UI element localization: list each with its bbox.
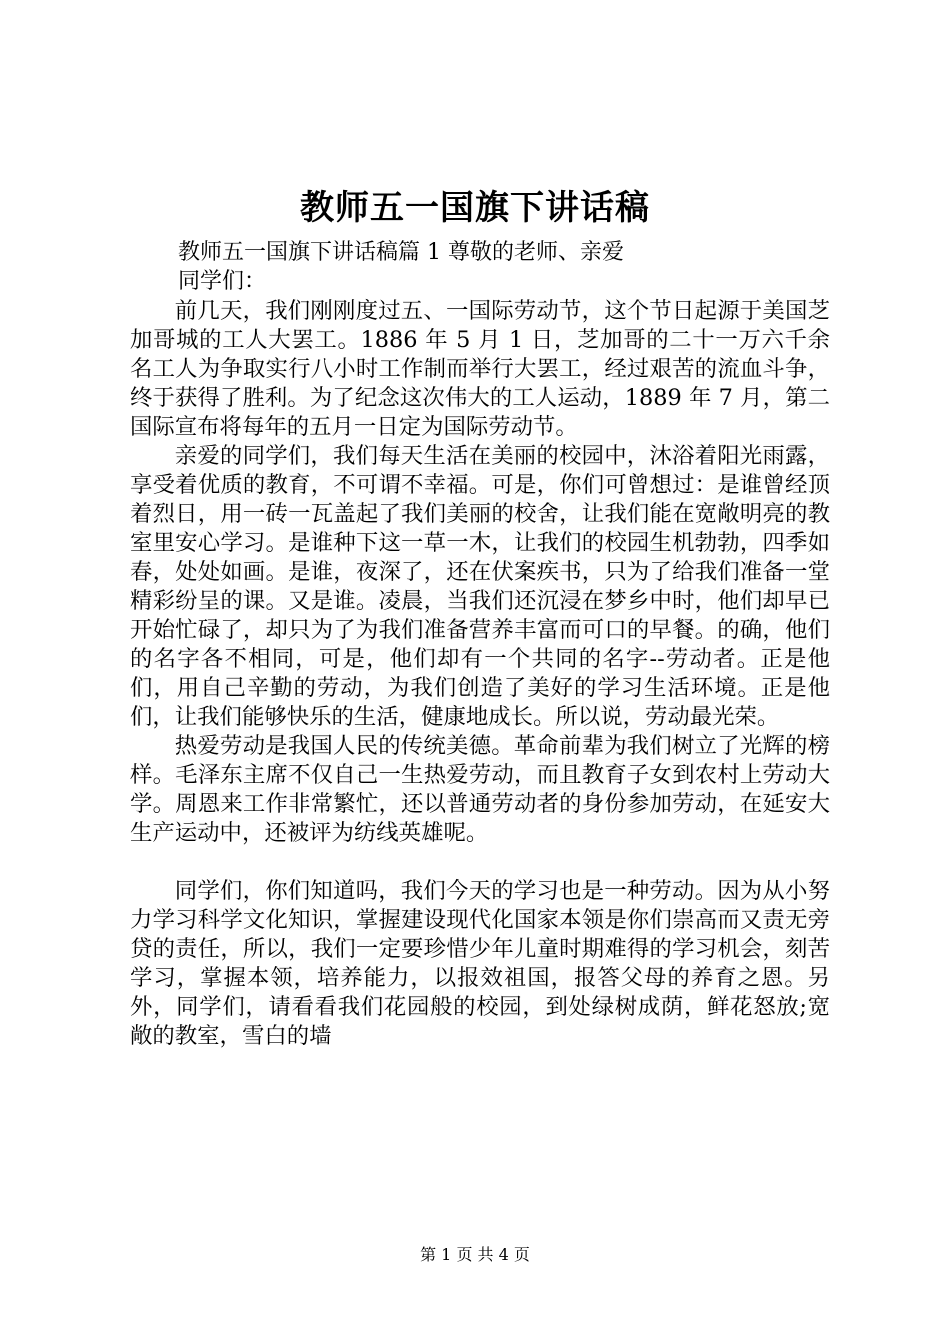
intro-block (178, 238, 718, 296)
paragraph-spacer (130, 848, 830, 877)
body-text (130, 297, 830, 1051)
document-title: 教师五一国旗下讲话稿 (300, 188, 650, 228)
paragraph: 亲爱的同学们，我们每天生活在美丽的校园中，沐浴着阳光雨露，享受着优质的教育，不可谓不幸福。可是，你们可曾想过：是谁曾经顶着烈日，用一砖一瓦盖起了我们美丽的校舍，让我们能在宽敞明亮的教室里安心学习。是谁种下这一草一木，让我们的校园生机勃勃，四季如春，处处如画。是谁，夜深了，还在伏案疾书，只为了给我们准备一堂精彩纷呈的课。又是谁。凌晨，当我们还沉浸在梦乡中时，他们却早已开始忙碌了，却只为了为我们准备营养丰富而可口的早餐。的确，他们的名字各不相同，可是，他们却有一个共同的名字--劳动者。正是他们，用自己辛勤的劳动，为我们创造了美好的学习生活环境。正是他们，让我们能够快乐的生活，健康地成长。所以说，劳动最光荣。 (130, 443, 830, 730)
paragraph: 热爱劳动是我国人民的传统美德。革命前辈为我们树立了光辉的榜样。毛泽东主席不仅自己一生热爱劳动，而且教育子女到农村上劳动大学。周恩来工作非常繁忙，还以普通劳动者的身份参加劳动，在延安大生产运动中，还被评为纺线英雄呢。 (130, 733, 830, 846)
intro-line: 教师五一国旗下讲话稿篇 1 尊敬的老师、亲爱 (178, 240, 624, 265)
intro-line: 同学们： (178, 269, 267, 294)
paragraph: 前几天，我们刚刚度过五、一国际劳动节，这个节日起源于美国芝加哥城的工人大罢工。1886 年 5 月 1 日，芝加哥的二十一万六千余名工人为争取实行八小时工作制而举行大罢工，经过艰苦的流血斗争，终于获得了胜利。为了纪念这次伟大的工人运动，1889 年 7 月，第二国际宣布将每年的五月一日定为国际劳动节。 (130, 298, 830, 440)
paragraph: 同学们，你们知道吗，我们今天的学习也是一种劳动。因为从小努力学习科学文化知识，掌握建设现代化国家本领是你们崇高而又责无旁贷的责任，所以，我们一定要珍惜少年儿童时期难得的学习机会，刻苦学习，掌握本领，培养能力，以报效祖国，报答父母的养育之恩。另外，同学们，请看看我们花园般的校园，到处绿树成荫，鲜花怒放;宽敞的教室，雪白的墙 (130, 878, 830, 1049)
page-footer: 第 1 页 共 4 页 (420, 1245, 530, 1264)
